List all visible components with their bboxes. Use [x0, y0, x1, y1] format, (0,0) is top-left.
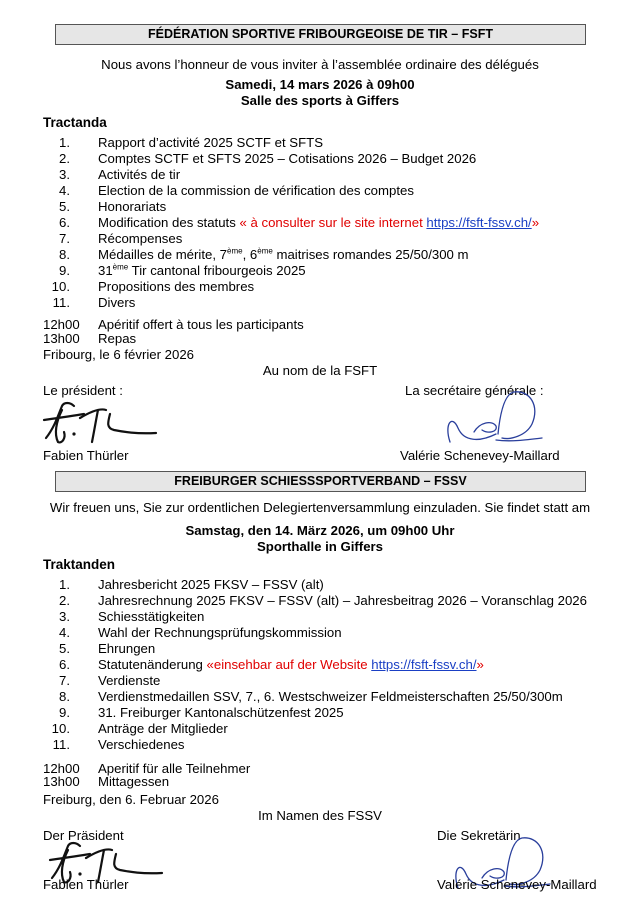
ordinal-suffix: ème [112, 262, 129, 272]
de-president-title: Der Präsident [43, 828, 124, 843]
fr-agenda-text [98, 231, 182, 247]
agenda-text-part: Activités de tir [98, 167, 181, 182]
agenda-text-part: Verdienste [98, 673, 161, 688]
de-secretary-name: Valérie Schenevey-Maillard [437, 877, 597, 892]
de-place-date: Freiburg, den 6. Februar 2026 [43, 792, 219, 807]
agenda-text-part: Comptes SCTF et SFTS 2025 – Cotisations 2026 – Budget 2026 [98, 151, 477, 166]
de-agenda-text [98, 721, 228, 737]
fr-agenda-text [98, 263, 306, 279]
de-agenda-number: 7. [59, 673, 70, 688]
fr-place-date: Fribourg, le 6 février 2026 [43, 347, 194, 362]
de-agenda-number: 5. [59, 641, 70, 656]
agenda-text-part: Anträge der Mitglieder [98, 721, 228, 736]
agenda-text-part: Jahresrechnung 2025 FKSV – FSSV (alt) – Jahresbeitrag 2026 – Voranschlag 2026 [98, 593, 587, 608]
de-schedule-time-1: 12h00 [43, 761, 80, 776]
de-agenda-text [98, 657, 484, 673]
agenda-text-part: 31 [98, 263, 113, 278]
de-agenda-text [98, 609, 204, 625]
fr-agenda-number: 8. [59, 247, 70, 262]
agenda-text-part: Récompenses [98, 231, 183, 246]
fr-schedule-time-1: 12h00 [43, 317, 80, 332]
fr-schedule-text-2: Repas [98, 331, 137, 346]
de-agenda-number: 8. [59, 689, 70, 704]
agenda-text-part: Election de la commission de vérification des comptes [98, 183, 414, 198]
de-agenda-text [98, 689, 563, 705]
agenda-text-part: Propositions des membres [98, 279, 255, 294]
fr-agenda-text [98, 167, 180, 183]
de-venue: Sporthalle in Giffers [256, 539, 384, 554]
de-agenda-text [98, 705, 344, 721]
de-traktanden-heading: Traktanden [43, 557, 116, 572]
de-schedule-text-1: Aperitif für alle Teilnehmer [98, 761, 251, 776]
agenda-text-part: Honorariats [98, 199, 167, 214]
fr-agenda-text [98, 151, 476, 167]
agenda-text-part: Divers [98, 295, 136, 310]
fr-banner: FÉDÉRATION SPORTIVE FRIBOURGEOISE DE TIR – FSFT [55, 24, 586, 45]
agenda-text-part: Schiesstätigkeiten [98, 609, 205, 624]
consult-note-close: » [531, 215, 540, 230]
fr-on-behalf: Au nom de la FSFT [262, 363, 378, 378]
de-agenda-number: 6. [59, 657, 70, 672]
fr-president-name: Fabien Thürler [43, 448, 129, 463]
fr-agenda-number: 4. [59, 183, 70, 198]
agenda-text-part: Ehrungen [98, 641, 156, 656]
de-agenda-number: 10. [51, 721, 70, 736]
agenda-text-part: Modification des statuts [98, 215, 240, 230]
agenda-text-part: Wahl der Rechnungsprüfungskommission [98, 625, 342, 640]
agenda-text-part: Médailles de mérite, 7 [98, 247, 228, 262]
fr-agenda-number: 2. [59, 151, 70, 166]
de-agenda-text [98, 673, 160, 689]
agenda-text-part: 31. Freiburger Kantonalschützenfest 2025 [98, 705, 344, 720]
de-agenda-number: 9. [59, 705, 70, 720]
consult-note-close: » [476, 657, 484, 672]
fr-agenda-text [98, 199, 166, 215]
fr-agenda-number: 7. [59, 231, 70, 246]
agenda-text-part: maitrises romandes 25/50/300 m [272, 247, 469, 262]
fr-agenda-number: 11. [52, 295, 70, 310]
de-agenda-number: 4. [59, 625, 70, 640]
agenda-text-part: Rapport d’activité 2025 SCTF et SFTS [98, 135, 324, 150]
de-secretary-title: Die Sekretärin [437, 828, 521, 843]
de-schedule-time-2: 13h00 [43, 774, 80, 789]
website-link[interactable]: https://fsft-fssv.ch/ [426, 215, 532, 230]
fr-president-title: Le président : [43, 383, 123, 398]
fr-date: Samedi, 14 mars 2026 à 09h00 [225, 77, 415, 92]
de-agenda-text [98, 577, 324, 593]
fr-agenda-text [98, 295, 135, 311]
de-agenda-number: 3. [59, 609, 70, 624]
fr-agenda-number: 1. [59, 135, 70, 150]
agenda-text-part: Jahresbericht 2025 FKSV – FSSV (alt) [98, 577, 324, 592]
de-date: Samstag, den 14. März 2026, um 09h00 Uhr [185, 523, 455, 538]
fr-schedule-time-2: 13h00 [43, 331, 80, 346]
de-president-name: Fabien Thürler [43, 877, 129, 892]
ordinal-suffix: ème [227, 246, 243, 256]
de-agenda-text [98, 625, 342, 641]
fr-secretary-name: Valérie Schenevey-Maillard [400, 448, 560, 463]
de-agenda-number: 11. [52, 737, 70, 752]
president-signature-fr [40, 398, 160, 448]
fr-tractanda-heading: Tractanda [43, 115, 107, 130]
consult-note: « à consulter sur le site internet [239, 215, 427, 230]
de-intro: Wir freuen uns, Sie zur ordentlichen Delegiertenversammlung einzuladen. Sie findet statt am [49, 500, 591, 515]
fr-agenda-number: 9. [59, 263, 70, 278]
de-agenda-number: 2. [59, 593, 70, 608]
fr-agenda-text [98, 215, 539, 231]
fr-agenda-number: 3. [59, 167, 70, 182]
fr-agenda-text [98, 183, 414, 199]
consult-note: «einsehbar auf der Website [206, 657, 372, 672]
fr-agenda-number: 6. [59, 215, 70, 230]
de-agenda-text [98, 737, 185, 753]
de-agenda-text [98, 641, 155, 657]
fr-agenda-text [98, 279, 254, 295]
agenda-text-part: Verdienstmedaillen SSV, 7., 6. Westschweizer Feldmeisterschaften 25/50/300m [98, 689, 563, 704]
fr-agenda-text [98, 135, 323, 151]
de-schedule-text-2: Mittagessen [98, 774, 170, 789]
fr-venue: Salle des sports à Giffers [240, 93, 400, 108]
de-banner: FREIBURGER SCHIESSSPORTVERBAND – FSSV [55, 471, 586, 492]
fr-agenda-number: 5. [59, 199, 70, 214]
de-on-behalf: Im Namen des FSSV [258, 808, 382, 823]
secretary-signature-fr [440, 384, 550, 449]
agenda-text-part: Statutenänderung [98, 657, 207, 672]
ordinal-suffix: ème [257, 246, 273, 256]
agenda-text-part: , 6 [242, 247, 258, 262]
agenda-text-part: Verschiedenes [98, 737, 185, 752]
fr-schedule-text-1: Apéritif offert à tous les participants [98, 317, 304, 332]
de-agenda-number: 1. [59, 577, 70, 592]
fr-agenda-number: 10. [51, 279, 70, 294]
fr-intro: Nous avons l’honneur de vous inviter à l’assemblée ordinaire des délégués [101, 57, 539, 72]
agenda-text-part: Tir cantonal fribourgeois 2025 [128, 263, 306, 278]
fr-secretary-title: La secrétaire générale : [405, 383, 544, 398]
fr-agenda-text [98, 247, 469, 263]
website-link[interactable]: https://fsft-fssv.ch/ [371, 657, 477, 672]
de-agenda-text [98, 593, 587, 609]
